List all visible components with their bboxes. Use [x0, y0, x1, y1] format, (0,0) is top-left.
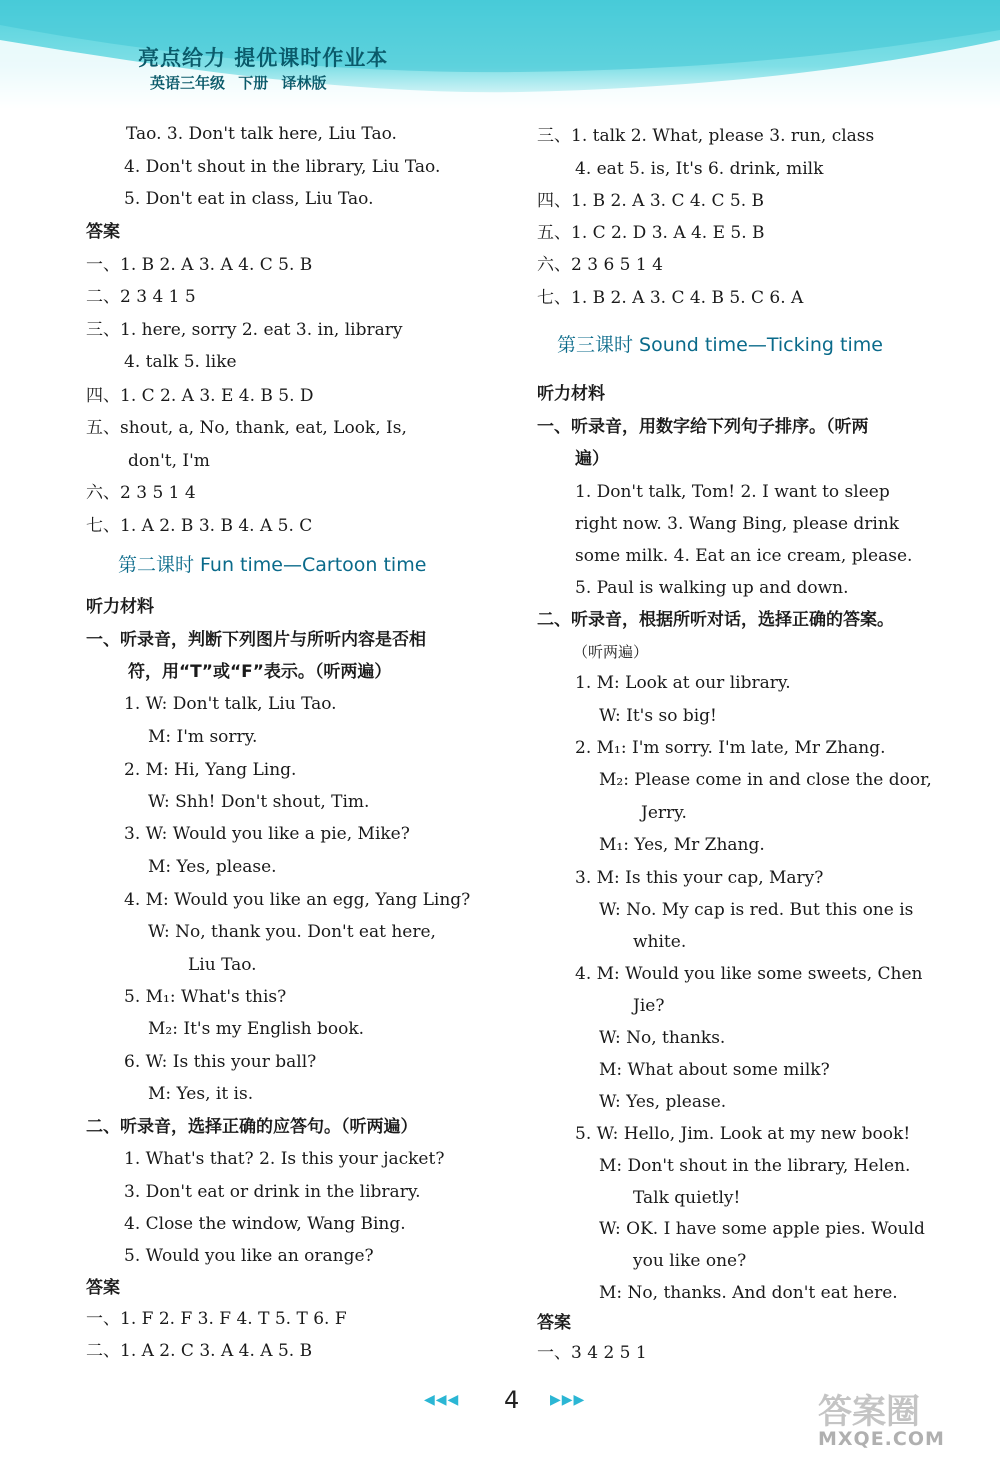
left-column-line: M₂: It's my English book. — [148, 1019, 365, 1039]
left-column-line: 3. Don't eat or drink in the library. — [124, 1182, 421, 1202]
right-column-line: M: Don't shout in the library, Helen. — [599, 1156, 911, 1176]
right-column-line: 四、1. B 2. A 3. C 4. C 5. B — [537, 191, 765, 211]
left-column-line: 5. Don't eat in class, Liu Tao. — [124, 189, 374, 209]
right-column-line: M: No, thanks. And don't eat here. — [599, 1283, 898, 1303]
left-column-line: 4. M: Would you like an egg, Yang Ling? — [124, 890, 471, 910]
right-column-line: Jie? — [633, 996, 665, 1016]
right-column-line: M: What about some milk? — [599, 1060, 830, 1080]
right-column-line: 1. M: Look at our library. — [575, 673, 791, 693]
left-column-line: 七、1. A 2. B 3. B 4. A 5. C — [86, 516, 313, 536]
left-column-line: 1. What's that? 2. Is this your jacket? — [124, 1149, 445, 1169]
left-column-line: M: Yes, it is. — [148, 1084, 254, 1104]
right-column-line: W: OK. I have some apple pies. Would — [599, 1219, 925, 1239]
right-column-line: 一、听录音，用数字给下列句子排序。（听两 — [537, 417, 869, 437]
right-column-line: 听力材料 — [537, 384, 605, 404]
left-column-line: 二、听录音，选择正确的应答句。（听两遍） — [86, 1117, 418, 1137]
right-column-line: 答案 — [537, 1313, 571, 1333]
left-column-line: 四、1. C 2. A 3. E 4. B 5. D — [86, 386, 314, 406]
left-column-line: 6. W: Is this your ball? — [124, 1052, 317, 1072]
right-column-line: W: No, thanks. — [599, 1028, 726, 1048]
right-column-line: right now. 3. Wang Bing, please drink — [575, 514, 900, 534]
book-subtitle: 英语三年级 下册 译林版 — [150, 74, 327, 92]
right-column-line: 遍） — [575, 449, 609, 469]
right-column-line: you like one? — [633, 1251, 747, 1271]
right-column-line: W: No. My cap is red. But this one is — [599, 900, 914, 920]
left-column-line: Liu Tao. — [188, 955, 257, 975]
right-column-line: 六、2 3 6 5 1 4 — [537, 255, 663, 275]
left-column-line: Tao. 3. Don't talk here, Liu Tao. — [126, 124, 397, 144]
left-column-line: 一、听录音，判断下列图片与所听内容是否相 — [86, 630, 426, 650]
left-column-line: 3. W: Would you like a pie, Mike? — [124, 824, 410, 844]
left-column-line: 答案 — [86, 1278, 120, 1298]
right-column-line: 5. W: Hello, Jim. Look at my new book! — [575, 1124, 911, 1144]
right-column-line: W: Yes, please. — [599, 1092, 727, 1112]
right-column-line: M₂: Please come in and close the door, — [599, 770, 932, 790]
left-column-line: 听力材料 — [86, 597, 154, 617]
right-column-line: some milk. 4. Eat an ice cream, please. — [575, 546, 913, 566]
right-column-line: W: It's so big! — [599, 706, 717, 726]
right-column-line: white. — [633, 932, 687, 952]
left-column-line: 第二课时 Fun time—Cartoon time — [118, 554, 427, 576]
right-column-line: （听两遍） — [573, 643, 649, 661]
left-column-line: M: Yes, please. — [148, 857, 277, 877]
left-column-line: 4. Don't shout in the library, Liu Tao. — [124, 157, 441, 177]
right-column-line: 2. M₁: I'm sorry. I'm late, Mr Zhang. — [575, 738, 886, 758]
right-column-line: 5. Paul is walking up and down. — [575, 578, 849, 598]
left-column-line: 答案 — [86, 222, 120, 242]
left-column-line: 五、shout, a, No, thank, eat, Look, Is, — [86, 418, 407, 438]
left-column-line: 二、2 3 4 1 5 — [86, 287, 196, 307]
right-column-line: 二、听录音，根据所听对话，选择正确的答案。 — [537, 610, 894, 630]
next-arrows-icon: ▶▶▶ — [550, 1392, 586, 1408]
right-column-line: 七、1. B 2. A 3. C 4. B 5. C 6. A — [537, 288, 804, 308]
right-column-line: Talk quietly! — [633, 1188, 741, 1208]
left-column-line: 一、1. F 2. F 3. F 4. T 5. T 6. F — [86, 1309, 347, 1329]
left-column-line: 三、1. here, sorry 2. eat 3. in, library — [86, 320, 403, 340]
book-title: 亮点给力 提优课时作业本 — [138, 46, 389, 70]
left-column-line: 2. M: Hi, Yang Ling. — [124, 760, 297, 780]
prev-arrows-icon: ◀◀◀ — [424, 1392, 460, 1408]
left-column-line: 4. talk 5. like — [124, 352, 237, 372]
left-column-line: 符，用“T”或“F”表示。（听两遍） — [128, 662, 392, 682]
left-column-line: W: Shh! Don't shout, Tim. — [148, 792, 370, 812]
right-column-line: 4. eat 5. is, It's 6. drink, milk — [575, 159, 824, 179]
right-column-line: 3. M: Is this your cap, Mary? — [575, 868, 824, 888]
right-column-line: 1. Don't talk, Tom! 2. I want to sleep — [575, 482, 890, 502]
right-column-line: 五、1. C 2. D 3. A 4. E 5. B — [537, 223, 765, 243]
right-column-line: 4. M: Would you like some sweets, Chen — [575, 964, 923, 984]
right-column-line: 三、1. talk 2. What, please 3. run, class — [537, 126, 875, 146]
left-column-line: 1. W: Don't talk, Liu Tao. — [124, 694, 337, 714]
left-column-line: W: No, thank you. Don't eat here, — [148, 922, 436, 942]
right-column-line: M₁: Yes, Mr Zhang. — [599, 835, 765, 855]
watermark-url: MXQE.COM — [818, 1428, 945, 1450]
left-column-line: 六、2 3 5 1 4 — [86, 483, 196, 503]
watermark — [818, 1384, 988, 1452]
right-column-line: 一、3 4 2 5 1 — [537, 1343, 647, 1363]
left-column-line: 5. Would you like an orange? — [124, 1246, 374, 1266]
left-column-line: 4. Close the window, Wang Bing. — [124, 1214, 406, 1234]
left-column-line: 一、1. B 2. A 3. A 4. C 5. B — [86, 255, 313, 275]
left-column-line: 5. M₁: What's this? — [124, 987, 287, 1007]
right-column-line: 第三课时 Sound time—Ticking time — [557, 334, 883, 356]
left-column-line: don't, I'm — [128, 451, 210, 471]
right-column-line: Jerry. — [641, 803, 687, 823]
left-column-line: M: I'm sorry. — [148, 727, 258, 747]
watermark-logo: 答案圈 — [818, 1392, 920, 1432]
left-column-line: 二、1. A 2. C 3. A 4. A 5. B — [86, 1341, 313, 1361]
page-number: 4 — [504, 1386, 520, 1414]
